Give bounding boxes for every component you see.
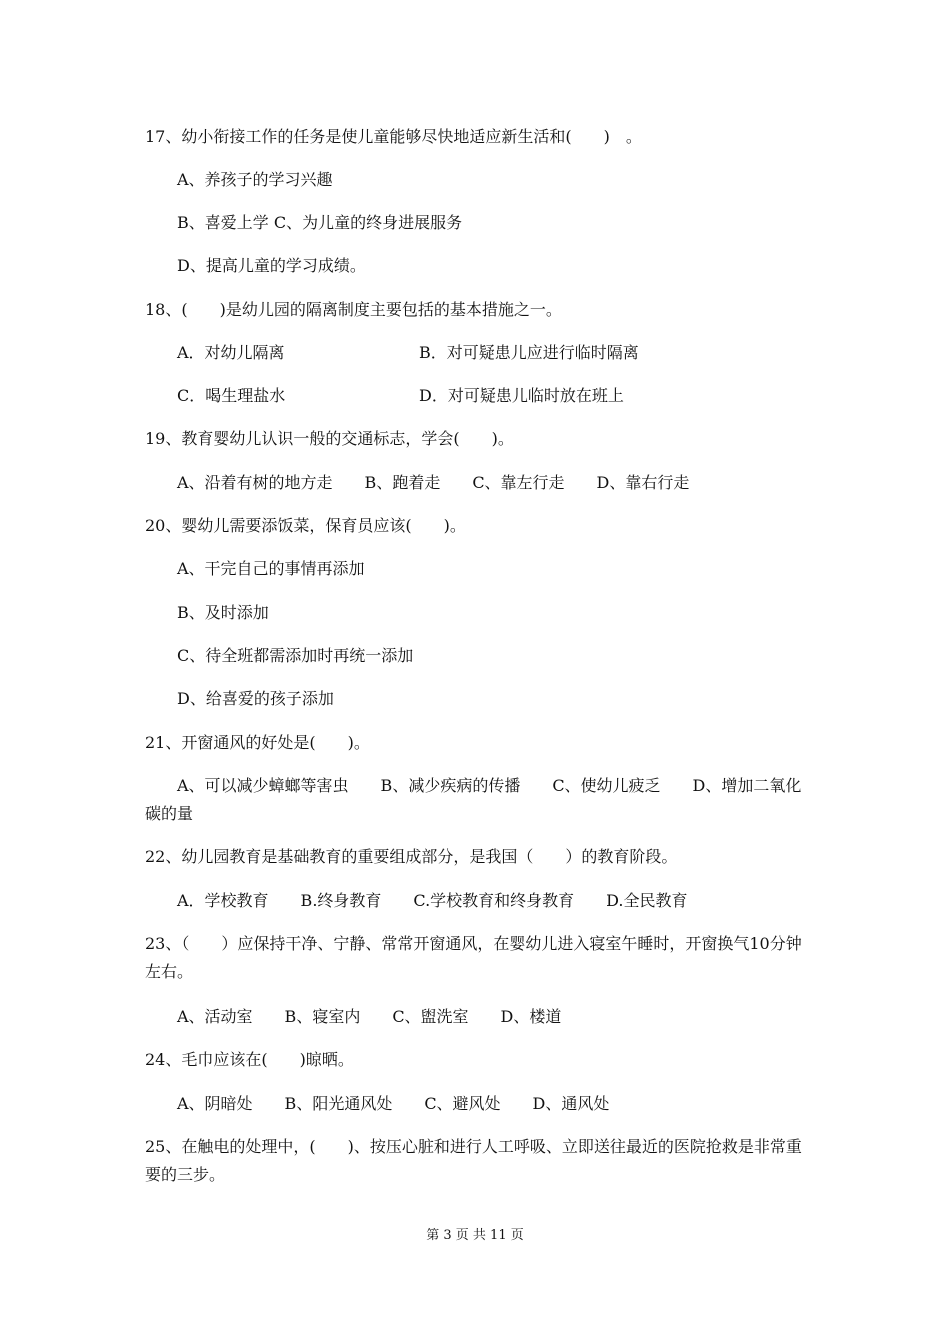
question-20-stem: 20、婴幼儿需要添饭菜，保育员应该( )。 — [145, 516, 466, 535]
question-24-stem: 24、毛巾应该在( )晾晒。 — [145, 1050, 354, 1069]
question-23-options: A、活动室 B、寝室内 C、盥洗室 D、楼道 — [177, 1007, 562, 1026]
question-20-option-b: B、及时添加 — [177, 603, 269, 622]
question-19-options: A、沿着有树的地方走 B、跑着走 C、靠左行走 D、靠右行走 — [177, 473, 690, 492]
question-17-stem: 17、幼小衔接工作的任务是使儿童能够尽快地适应新生活和( ) 。 — [145, 127, 642, 146]
question-18-stem: 18、( )是幼儿园的隔离制度主要包括的基本措施之一。 — [145, 300, 562, 319]
question-18-option-d: D．对可疑患儿临时放在班上 — [419, 386, 624, 405]
question-18-option-c: C．喝生理盐水 — [177, 386, 286, 405]
question-22-stem: 22、幼儿园教育是基础教育的重要组成部分，是我国（ ）的教育阶段。 — [145, 847, 678, 866]
question-17-option-bc: B、喜爱上学 C、为儿童的终身进展服务 — [177, 213, 463, 232]
question-24-options: A、阴暗处 B、阳光通风处 C、避风处 D、通风处 — [177, 1094, 610, 1113]
question-25-stem: 25、在触电的处理中，( )、按压心脏和进行人工呼吸、立即送往最近的医院抢救是非常重要的三步。 — [145, 1137, 802, 1184]
question-21-options: A、可以减少蟑螂等害虫 B、减少疾病的传播 C、使幼儿疲乏 D、增加二氧化碳的量 — [145, 776, 802, 823]
question-22-options: A．学校教育 B.终身教育 C.学校教育和终身教育 D.全民教育 — [177, 891, 688, 910]
question-17-option-a: A、养孩子的学习兴趣 — [177, 170, 333, 189]
question-20-option-d: D、给喜爱的孩子添加 — [177, 689, 334, 708]
question-18-option-a: A．对幼儿隔离 — [177, 343, 285, 362]
question-21-stem: 21、开窗通风的好处是( )。 — [145, 733, 370, 752]
question-20-option-c: C、待全班都需添加时再统一添加 — [177, 646, 414, 665]
page-footer: 第 3 页 共 11 页 — [426, 1228, 524, 1243]
question-20-option-a: A、干完自己的事情再添加 — [177, 559, 365, 578]
question-23-stem: 23、（ ）应保持干净、宁静、常常开窗通风，在婴幼儿进入寝室午睡时，开窗换气10分钟左右。 — [145, 934, 802, 981]
question-19-stem: 19、教育婴幼儿认识一般的交通标志，学会( )。 — [145, 429, 514, 448]
question-18-option-b: B．对可疑患儿应进行临时隔离 — [419, 343, 639, 362]
question-17-option-d: D、提高儿童的学习成绩。 — [177, 256, 366, 275]
